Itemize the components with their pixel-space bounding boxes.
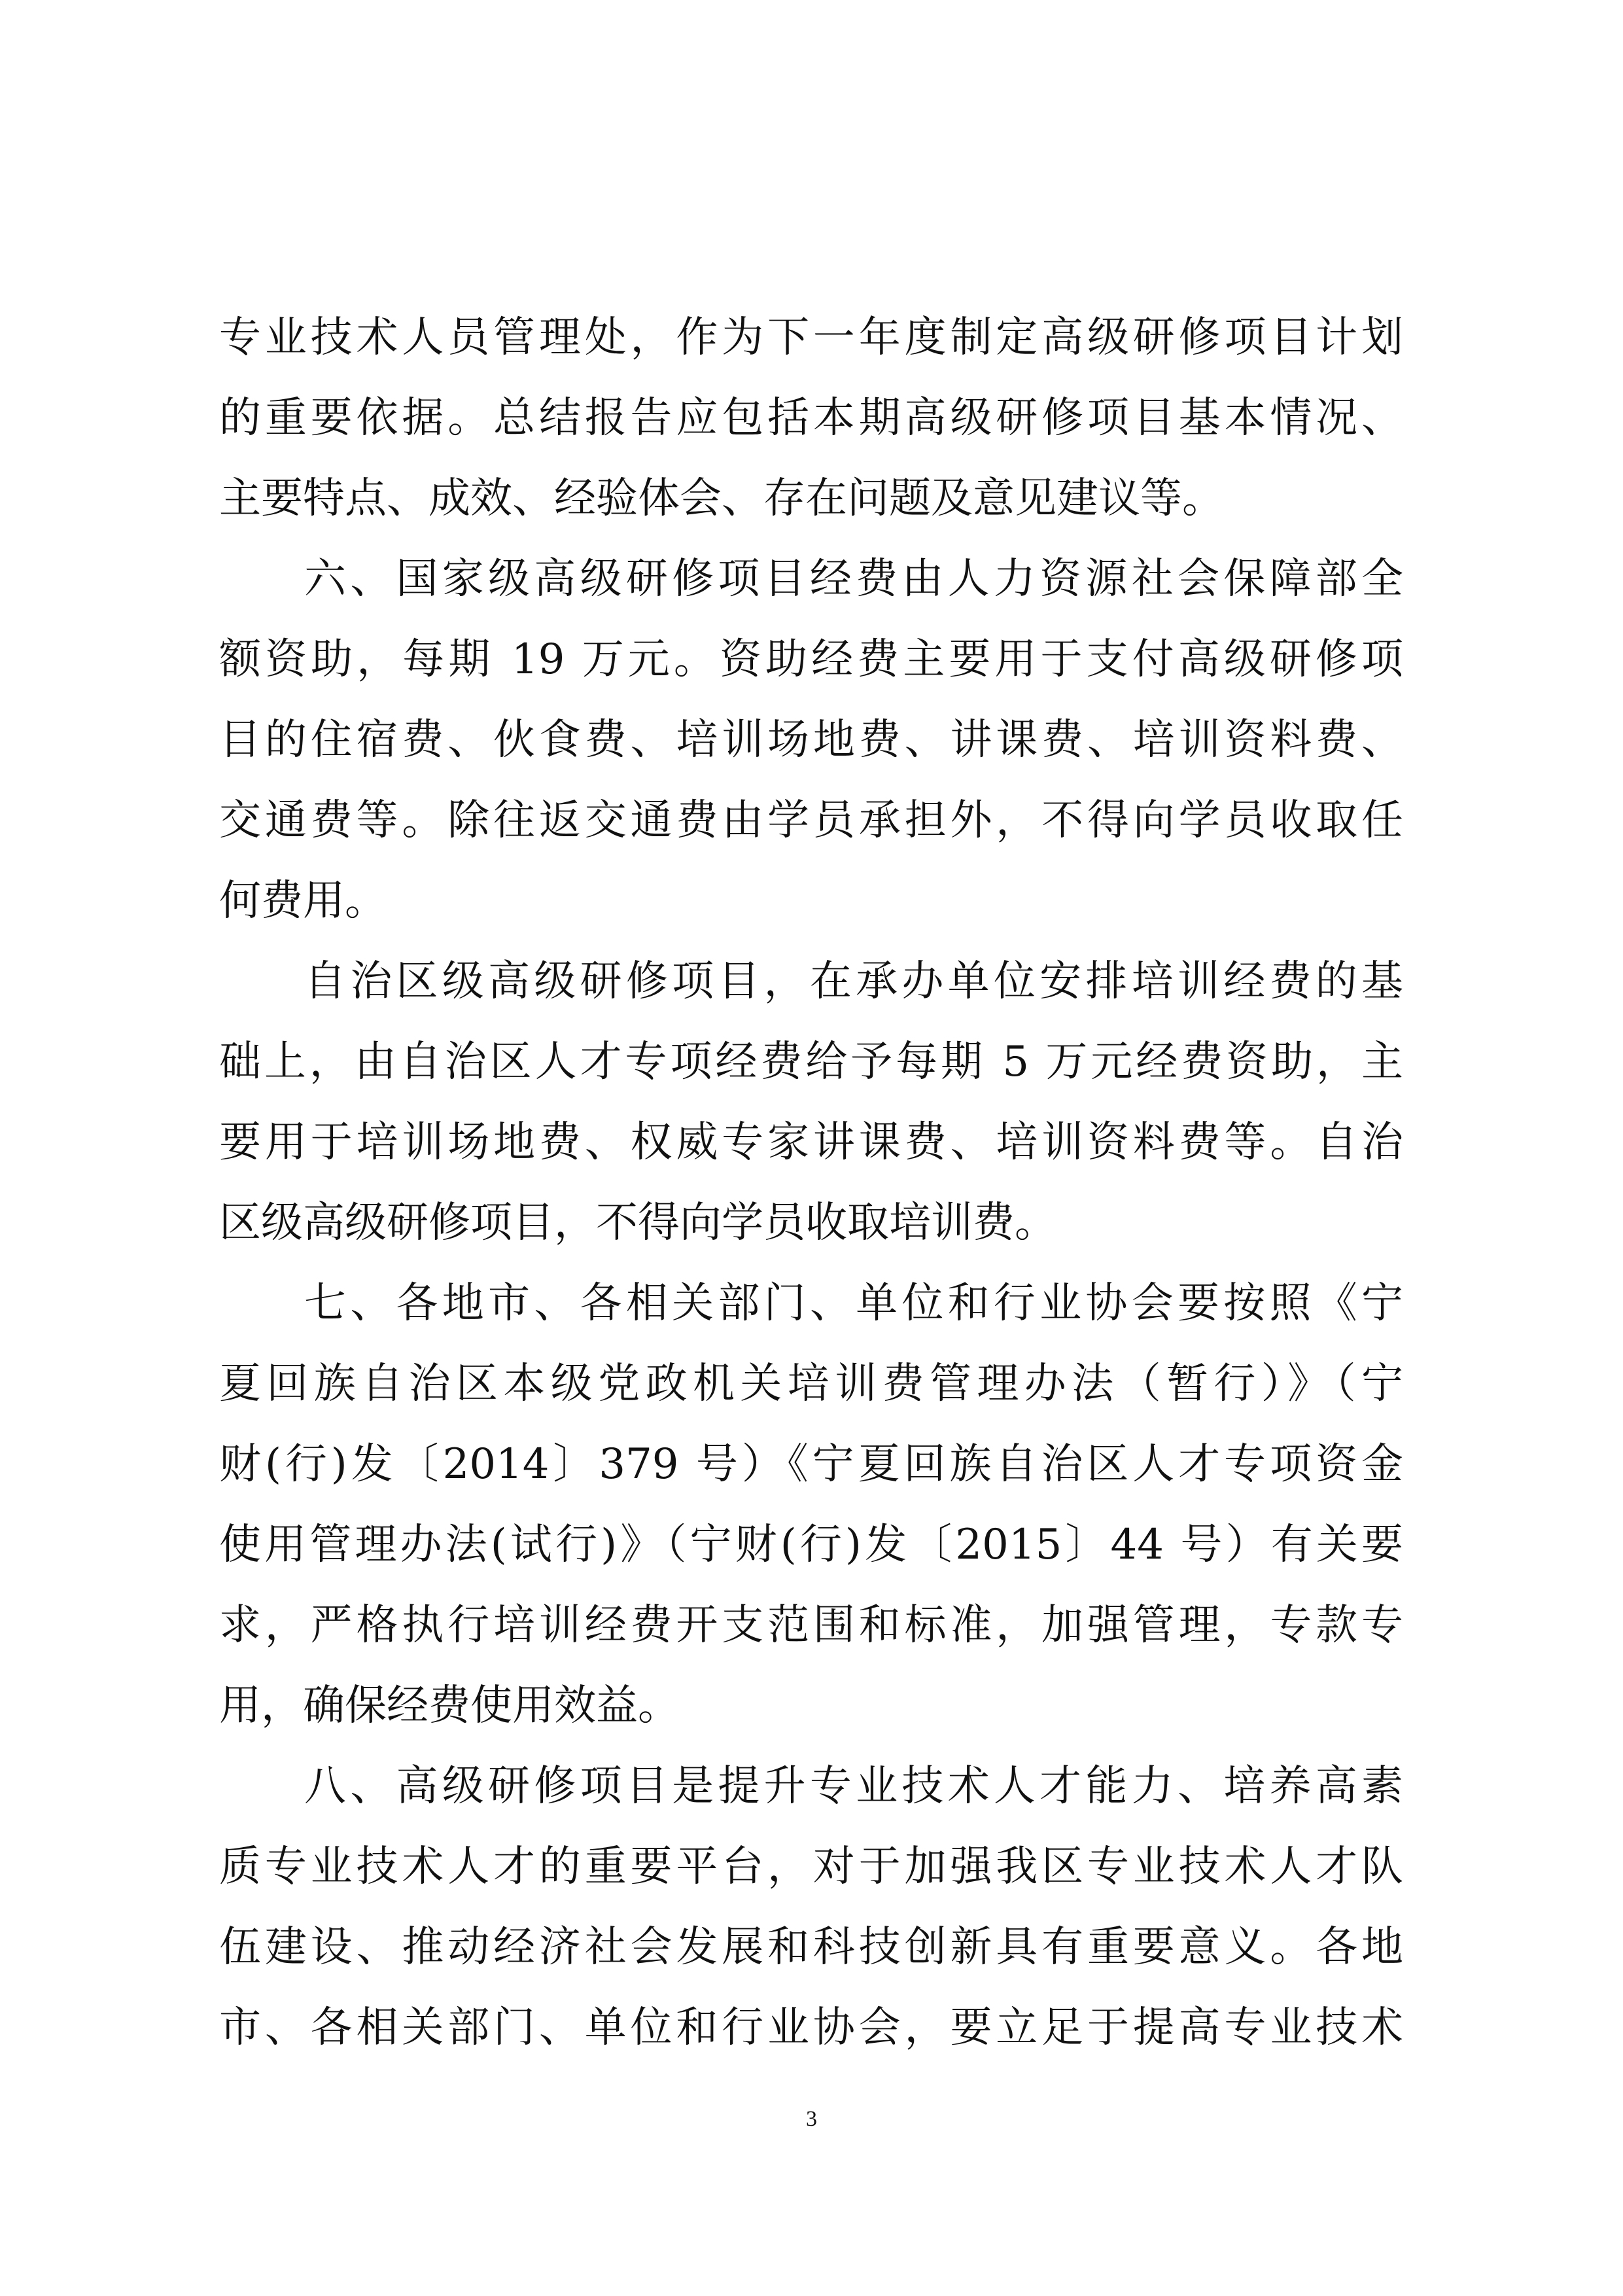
text-line: 目的住宿费、伙食费、培训场地费、讲课费、培训资料费、 xyxy=(219,716,1403,764)
text-line: 交通费等。除往返交通费由学员承担外，不得向学员收取任 xyxy=(219,796,1403,845)
text-line: 主要特点、成效、经验体会、存在问题及意见建议等。 xyxy=(219,474,1224,523)
text-line: 额资助，每期 19 万元。资助经费主要用于支付高级研修项 xyxy=(219,635,1403,684)
text-line: 使用管理办法(试行)》（宁财(行)发〔2015〕44 号）有关要 xyxy=(219,1521,1403,1569)
text-line: 自治区级高级研修项目，在承办单位安排培训经费的基 xyxy=(304,957,1403,1006)
text-line: 夏回族自治区本级党政机关培训费管理办法（暂行）》（宁 xyxy=(219,1360,1403,1408)
text-line: 区级高级研修项目，不得向学员收取培训费。 xyxy=(219,1199,1056,1247)
text-line: 市、各相关部门、单位和行业协会，要立足于提高专业技术 xyxy=(219,2004,1403,2052)
text-line: 伍建设、推动经济社会发展和科技创新具有重要意义。各地 xyxy=(219,1923,1403,1971)
text-line: 六、国家级高级研修项目经费由人力资源社会保障部全 xyxy=(304,555,1403,603)
body-text xyxy=(219,298,1403,2068)
text-line: 八、高级研修项目是提升专业技术人才能力、培养高素 xyxy=(304,1762,1403,1810)
text-line: 用，确保经费使用效益。 xyxy=(219,1682,680,1730)
text-line: 质专业技术人才的重要平台，对于加强我区专业技术人才队 xyxy=(219,1843,1403,1891)
text-line: 要用于培训场地费、权威专家讲课费、培训资料费等。自治 xyxy=(219,1118,1403,1167)
text-line: 的重要依据。总结报告应包括本期高级研修项目基本情况、 xyxy=(219,394,1403,442)
text-line: 财(行)发〔2014〕379 号）《宁夏回族自治区人才专项资金 xyxy=(219,1440,1403,1489)
text-line: 求，严格执行培训经费开支范围和标准，加强管理，专款专 xyxy=(219,1601,1403,1650)
text-line: 七、各地市、各相关部门、单位和行业协会要按照《宁 xyxy=(304,1279,1403,1328)
page-number: 3 xyxy=(806,2107,817,2131)
text-line: 础上，由自治区人才专项经费给予每期 5 万元经费资助，主 xyxy=(219,1038,1403,1086)
text-line: 专业技术人员管理处，作为下一年度制定高级研修项目计划 xyxy=(219,313,1403,362)
text-line: 何费用。 xyxy=(219,877,387,925)
